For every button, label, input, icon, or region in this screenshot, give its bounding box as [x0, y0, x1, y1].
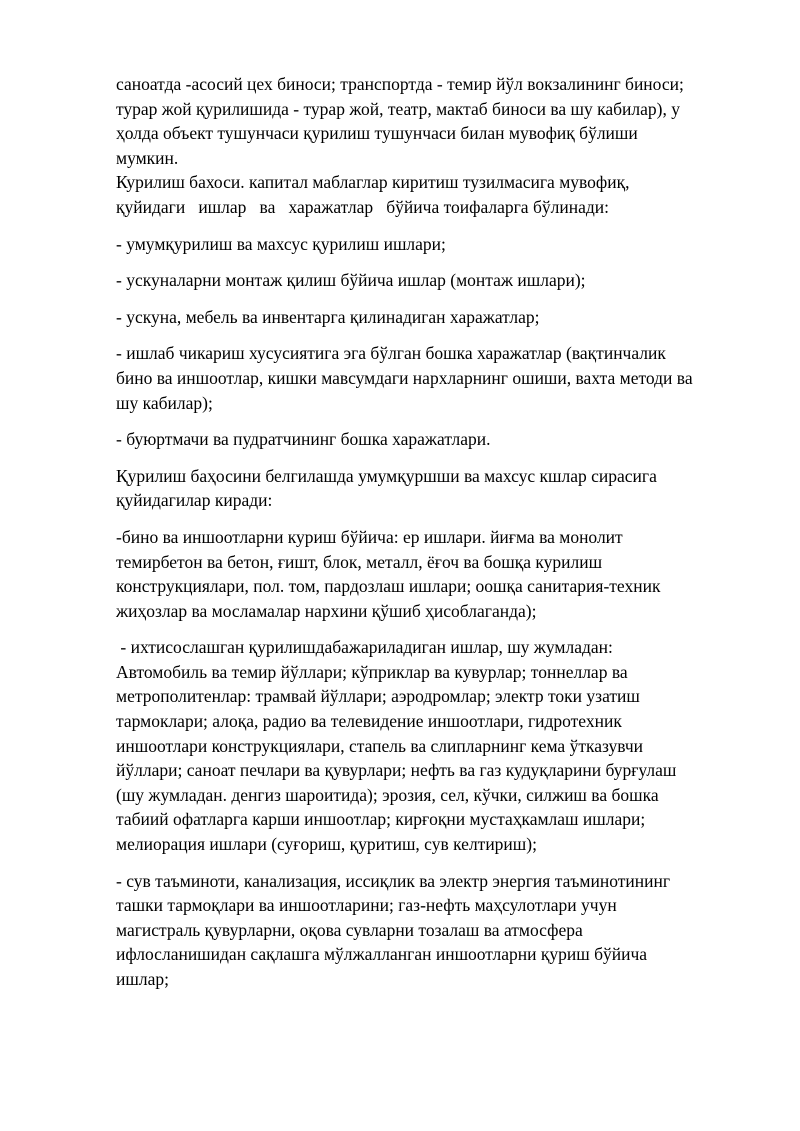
text-line: иншоотлари конструкциялари, стапель ва слипларнинг кема ўтказувчи [116, 735, 644, 756]
paragraph-cost-determination [116, 464, 746, 513]
list-item-equipment-furniture [116, 305, 746, 330]
text-line: - ускуна, мебель ва инвентарга қилинадиган харажатлар; [116, 306, 540, 327]
list-item-buildings-construction [116, 525, 746, 623]
text-line: - умумқурилиш ва махсус қурилиш ишлари; [116, 233, 446, 254]
text-line: мелиорация ишлари (суғориш, қуритиш, сув келтириш); [116, 834, 537, 855]
text-line: (шу жумладан. денгиз шароитида); эрозия, сел, кўчки, силжиш ва бошка [116, 784, 659, 805]
text-line: -бино ва иншоотларни куриш бўйича: ер ишлари. йиғма ва монолит [116, 526, 623, 547]
text-line: шу кабилар); [116, 392, 213, 413]
text-line: Қурилиш баҳосини белгилашда умумқуршши ва махсус кшлар сирасига [116, 465, 657, 486]
text-line: - ускуналарни монтаж қилиш бўйича ишлар (монтаж ишлари); [116, 270, 586, 291]
text-line: - сув таъминоти, канализация, иссиқлик ва электр энергия таъминотининг [116, 870, 671, 891]
text-line: йўллари; саноат печлари ва қувурлари; нефть ва газ кудуқларини бурғулаш [116, 760, 677, 781]
paragraph-cost-categories-intro [116, 170, 746, 219]
text-line: Курилиш бахоси. капитал маблаглар киритиш тузилмасига мувофиқ, [116, 172, 630, 193]
text-line: турар жой қурилишида - турар жой, театр, мактаб биноси ва шу кабилар), у [116, 98, 680, 119]
text-line: табиий офатларга карши иншоотлар; кирғоқни мустаҳкамлаш ишлари; [116, 809, 646, 830]
text-line: ташки тармоқлари ва иншоотларини; газ-нефть маҳсулотлари учун [116, 895, 617, 916]
text-line: темирбетон ва бетон, ғишт, блок, металл, ёғоч ва бошқа курилиш [116, 551, 603, 572]
list-item-utility-networks [116, 869, 746, 992]
text-line: - ихтисослашган қурилишдабажариладиган ишлар, шу жумладан: [116, 637, 613, 658]
text-line: тармоклари; алоқа, радио ва телевидение иншоотлари, гидротехник [116, 711, 622, 732]
text-line: магистраль қувурларни, оқова сувларни тозалаш ва атмосфера [116, 919, 583, 940]
list-item-client-contractor-costs [116, 427, 746, 452]
list-item-general-construction [116, 232, 746, 257]
text-line: Автомобиль ва темир йўллари; кўприклар ва кувурлар; тоннеллар ва [116, 661, 628, 682]
text-line: саноатда -асосий цех биноси; транспортда - темир йўл вокзалининг биноси; [116, 74, 684, 94]
text-line: қуйидаги ишлар ва харажатлар бўйича тоифаларга бўлинади: [116, 196, 609, 217]
text-line: ҳолда объект тушунчаси қурилиш тушунчаси билан мувофиқ бўлиши [116, 123, 638, 144]
text-line: мумкин. [116, 147, 179, 168]
paragraph-object-definition [116, 72, 746, 170]
text-line: жиҳозлар ва мосламалар нархини қўшиб ҳисоблаганда); [116, 600, 537, 621]
text-line: метрополитенлар: трамвай йўллари; аэродромлар; электр токи узатиш [116, 686, 640, 707]
text-line: - буюртмачи ва пудратчининг бошка харажатлари. [116, 429, 491, 450]
list-item-equipment-installation [116, 268, 746, 293]
text-line: - ишлаб чикариш хусусиятига эга бўлган бошка харажатлар (вақтинчалик [116, 343, 666, 364]
document-body [116, 72, 746, 1004]
text-line: ишлар; [116, 969, 169, 989]
text-line: қуйидагилар киради: [116, 490, 273, 511]
text-line: конструкциялари, пол. том, пардозлаш ишлари; оошқа санитария-техник [116, 576, 661, 597]
text-line: ифлосланишидан сақлашга мўлжалланган иншоотларни қуриш бўйича [116, 944, 648, 965]
text-line: бино ва иншоотлар, кишки мавсумдаги нархларнинг ошиши, вахта методи ва [116, 367, 693, 388]
list-item-other-production-costs [116, 341, 746, 415]
list-item-specialized-works [116, 635, 746, 856]
